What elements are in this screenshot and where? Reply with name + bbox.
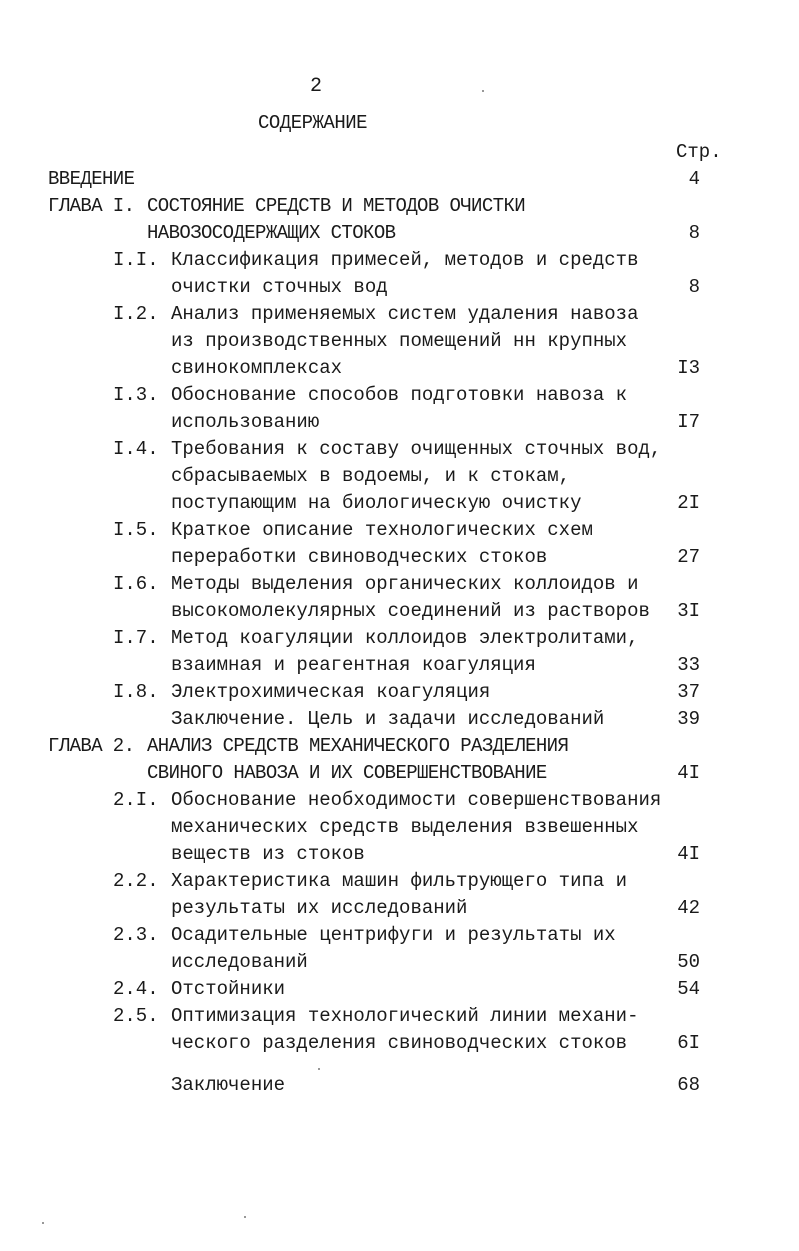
toc-entry [0, 166, 799, 193]
toc-entry-number: 2.3. [113, 924, 159, 946]
toc-entry [0, 517, 799, 544]
toc-entry-title: взаимная и реагентная коагуляция [171, 654, 536, 676]
toc-entry-title: использованию [171, 411, 320, 433]
scan-speck [42, 1222, 44, 1224]
toc-entry-number: 2.5. [113, 1005, 159, 1027]
toc-entry-number: I.4. [113, 438, 159, 460]
toc-entry-page: 33 [677, 654, 700, 676]
toc-entry [0, 1072, 799, 1099]
toc-entry-title: Заключение [171, 1074, 286, 1096]
toc-entry [0, 760, 799, 787]
toc-entry-title: СВИНОГО НАВОЗА И ИХ СОВЕРШЕНСТВОВАНИЕ [147, 762, 547, 784]
toc-entry [0, 598, 799, 625]
toc-entry-title: ческого разделения свиноводческих стоков [171, 1032, 628, 1054]
toc-entry-title: НАВОЗОСОДЕРЖАЩИХ СТОКОВ [147, 222, 396, 244]
toc-entry-page: 8 [688, 276, 700, 298]
toc-entry-title: высокомолекулярных соединений из растворов [171, 600, 650, 622]
toc-entry-title: Требования к составу очищенных сточных вод, [171, 438, 662, 460]
toc-entry-number: I.3. [113, 384, 159, 406]
toc-entry-number: 2.2. [113, 870, 159, 892]
toc-entry [0, 544, 799, 571]
toc-entry-title: Заключение. Цель и задачи исследований [171, 708, 605, 730]
toc-entry [0, 247, 799, 274]
toc-entry-page: 8 [688, 222, 700, 244]
toc-entry-page: 4I [677, 843, 700, 865]
toc-entry-title: очистки сточных вод [171, 276, 388, 298]
toc-entry [0, 625, 799, 652]
toc-entry-page: 6I [677, 1032, 700, 1054]
toc-entry [0, 490, 799, 517]
toc-entry [0, 1003, 799, 1030]
toc-entry [0, 787, 799, 814]
toc-entry [0, 976, 799, 1003]
toc-entry-title: Метод коагуляции коллоидов электролитами, [171, 627, 639, 649]
toc-entry-title: из производственных помещений нн крупных [171, 330, 628, 352]
toc-entry-title: Обоснование необходимости совершенствования [171, 789, 662, 811]
toc-entry-page: 4I [677, 762, 700, 784]
toc-entry-title: ВВЕДЕНИЕ [48, 168, 135, 190]
toc-entry [0, 679, 799, 706]
toc-entry-title: исследований [171, 951, 308, 973]
toc-entry [0, 274, 799, 301]
toc-entry [0, 814, 799, 841]
toc-entry-title: Классификация примесей, методов и средств [171, 249, 639, 271]
toc-entry-number: I.7. [113, 627, 159, 649]
toc-entry-page: 4 [688, 168, 700, 190]
toc-entry [0, 733, 799, 760]
toc-entry-page: 50 [677, 951, 700, 973]
toc-entry-number: 2.4. [113, 978, 159, 1000]
toc-entry-title: Краткое описание технологических схем [171, 519, 593, 541]
toc-entry-page: 54 [677, 978, 700, 1000]
toc-entry-title: Характеристика машин фильтрующего типа и [171, 870, 628, 892]
toc-entry-page: 37 [677, 681, 700, 703]
toc-entry [0, 436, 799, 463]
toc-entry-title: Методы выделения органических коллоидов и [171, 573, 639, 595]
toc-entry-title: Электрохимическая коагуляция [171, 681, 491, 703]
toc-entry-title: переработки свиноводческих стоков [171, 546, 548, 568]
toc-entry-page: 3I [677, 600, 700, 622]
toc-entry-number: I.5. [113, 519, 159, 541]
toc-entry-title: сбрасываемых в водоемы, и к стокам, [171, 465, 571, 487]
toc-entry-page: I7 [677, 411, 700, 433]
toc-entry [0, 706, 799, 733]
toc-entry-title: механических средств выделения взвешенных [171, 816, 639, 838]
toc-entry-number: I.2. [113, 303, 159, 325]
toc-entry-title: Анализ применяемых систем удаления навоза [171, 303, 639, 325]
toc-entry [0, 895, 799, 922]
toc-entry [0, 949, 799, 976]
toc-entry-title: результаты их исследований [171, 897, 468, 919]
scan-speck [244, 1216, 246, 1218]
toc-entry-number: ГЛАВА 2. [48, 735, 135, 757]
toc-entry-number: 2.I. [113, 789, 159, 811]
toc-entry [0, 652, 799, 679]
toc-entry [0, 409, 799, 436]
toc-entry-title: поступающим на биологическую очистку [171, 492, 582, 514]
toc-entry-number: I.6. [113, 573, 159, 595]
page-title: СОДЕРЖАНИЕ [258, 112, 368, 134]
toc-entry-page: I3 [677, 357, 700, 379]
toc-entry [0, 193, 799, 220]
toc-entry [0, 1030, 799, 1057]
toc-entry [0, 841, 799, 868]
toc-entry [0, 868, 799, 895]
toc-entry [0, 382, 799, 409]
toc-entry-page: 68 [677, 1074, 700, 1096]
toc-entry [0, 220, 799, 247]
toc-entry-number: I.8. [113, 681, 159, 703]
toc-entry-title: свинокомплексах [171, 357, 343, 379]
toc-entry-page: 2I [677, 492, 700, 514]
toc-entry-page: 39 [677, 708, 700, 730]
toc-entry-page: 42 [677, 897, 700, 919]
toc-entry [0, 355, 799, 382]
toc-entry-title: АНАЛИЗ СРЕДСТВ МЕХАНИЧЕСКОГО РАЗДЕЛЕНИЯ [147, 735, 569, 757]
toc-entry-title: Обоснование способов подготовки навоза к [171, 384, 628, 406]
page-number: 2 [309, 75, 322, 98]
toc-entry-page: 27 [677, 546, 700, 568]
toc-entry-title: Осадительные центрифуги и результаты их [171, 924, 616, 946]
toc-entry-number: I.I. [113, 249, 159, 271]
toc-entry-title: Отстойники [171, 978, 286, 1000]
page-column-header: Стр. [676, 141, 722, 163]
toc-entry [0, 463, 799, 490]
toc-entry [0, 301, 799, 328]
toc-entry [0, 571, 799, 598]
toc-entry [0, 922, 799, 949]
toc-entry-number: ГЛАВА I. [48, 195, 135, 217]
scan-speck [318, 1068, 320, 1070]
toc-entry [0, 328, 799, 355]
toc-entry-title: Оптимизация технологический линии механи- [171, 1005, 639, 1027]
toc-entry-title: веществ из стоков [171, 843, 365, 865]
toc-entry-title: СОСТОЯНИЕ СРЕДСТВ И МЕТОДОВ ОЧИСТКИ [147, 195, 526, 217]
scan-speck [482, 90, 484, 92]
